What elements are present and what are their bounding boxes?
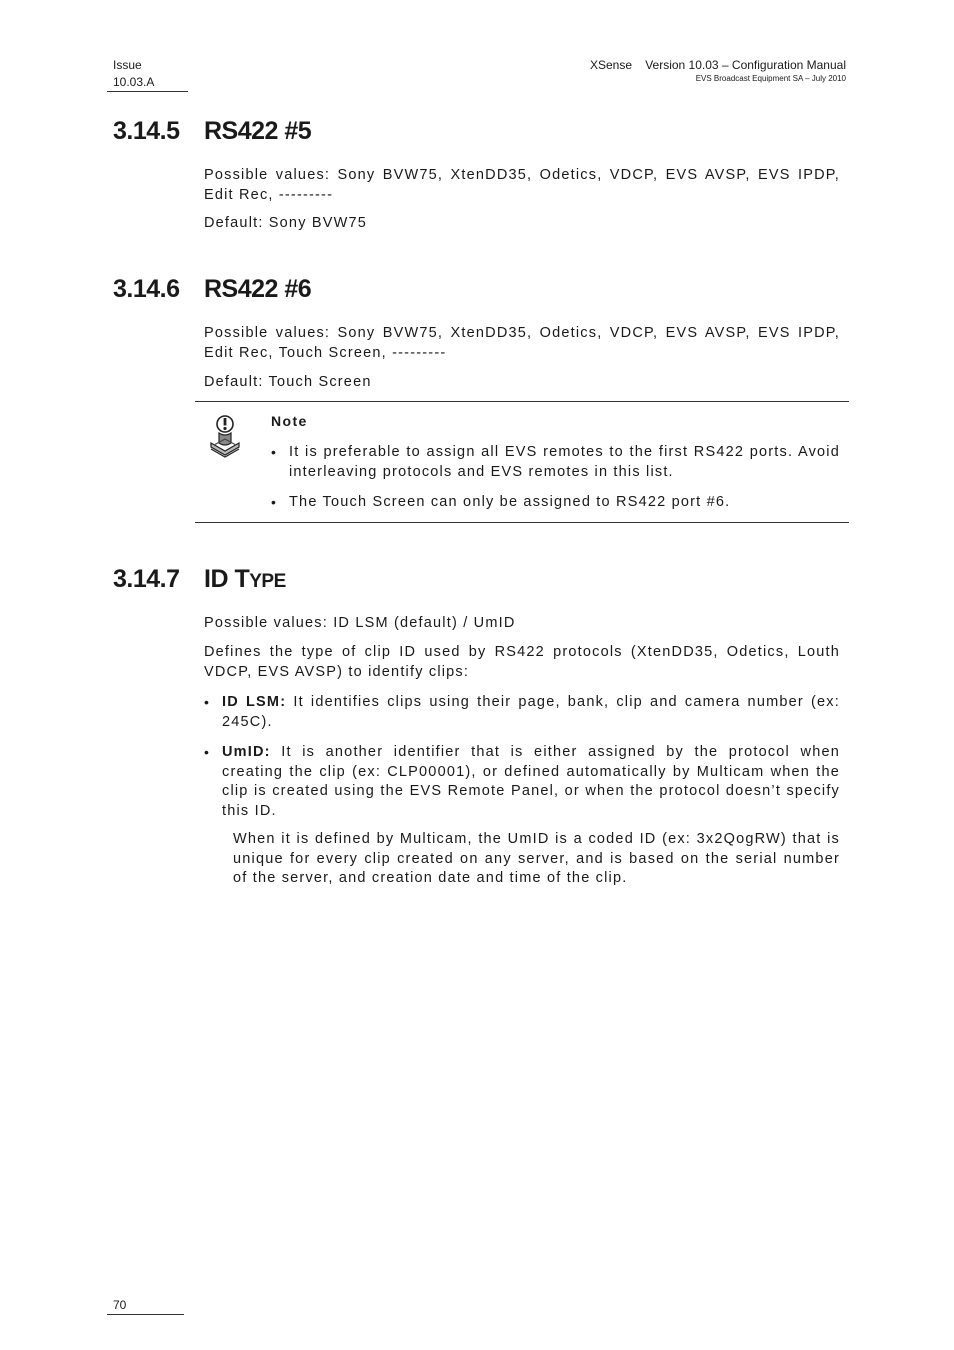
rs422-6-default: Default: Touch Screen [204,374,372,390]
umid-description: It is another identifier that is either assigned by the protocol when creating the clip (ex: CLP00001), or defined automatically by Multicam when the clip is created using the EVS Remote Panel, or when the protocol doesn’t specify this ID. [222,744,840,819]
publisher: EVS Broadcast Equipment SA – July 2010 [695,74,846,83]
header-left-rule [107,91,188,92]
note-icon [205,413,245,461]
umid-text [222,743,840,821]
rs422-5-default: Default: Sony BVW75 [204,215,368,231]
footer-rule [107,1314,184,1315]
rs422-5-possible-values: Possible values: Sony BVW75, XtenDD35, Odetics, VDCP, EVS AVSP, EVS IPDP, Edit Rec, --------- [204,167,840,203]
note-bullet-text: The Touch Screen can only be assigned to RS422 port #6. [289,494,731,510]
section-title: RS422 #6 [204,275,312,303]
manual-title: Version 10.03 – Configuration Manual [645,58,846,72]
bullet-dot: • [271,494,278,510]
product-name: XSense [590,58,633,72]
umid-label: UmID: [222,744,271,760]
section-number: 3.14.7 [113,565,180,593]
bullet-dot: • [204,694,211,710]
issue-number: 10.03.A [113,75,155,89]
section-heading-3-14-6 [113,274,311,304]
section-number: 3.14.5 [113,117,180,145]
rs422-6-possible-values: Possible values: Sony BVW75, XtenDD35, Odetics, VDCP, EVS AVSP, EVS IPDP, Edit Rec, Touch Screen, --------- [204,325,840,361]
id-lsm-label: ID LSM: [222,694,287,710]
id-type-definition: Defines the type of clip ID used by RS422 protocols (XtenDD35, Odetics, Louth VDCP, EVS AVSP) to identify clips: [204,644,840,680]
section-title: RS422 #5 [204,117,312,145]
page-number: 70 [113,1298,127,1312]
id-type-possible-values: Possible values: ID LSM (default) / UmID [204,615,516,631]
note-bullet-text: It is preferable to assign all EVS remotes to the first RS422 ports. Avoid interleaving protocols and EVS remotes in this list. [289,444,840,480]
note-bottom-rule [195,522,849,523]
id-lsm-text [222,693,840,732]
section-heading-3-14-5 [113,116,311,146]
section-heading-3-14-7 [113,564,286,597]
id-lsm-description: It identifies clips using their page, bank, clip and camera number (ex: 245C). [222,694,840,730]
section-number: 3.14.6 [113,275,180,303]
bullet-dot: • [204,744,211,760]
issue-label: Issue [113,58,142,72]
note-top-rule [195,401,849,402]
umid-multicam-paragraph: When it is defined by Multicam, the UmID is a coded ID (ex: 3x2QogRW) that is unique for every clip created on any server, and is based on the serial number of the server, and creation date and time of the clip. [233,831,840,886]
section-title-small-caps: YPE [249,571,286,592]
note-title: Note [271,413,308,429]
bullet-dot: • [271,444,278,460]
section-title: ID T [204,565,250,593]
